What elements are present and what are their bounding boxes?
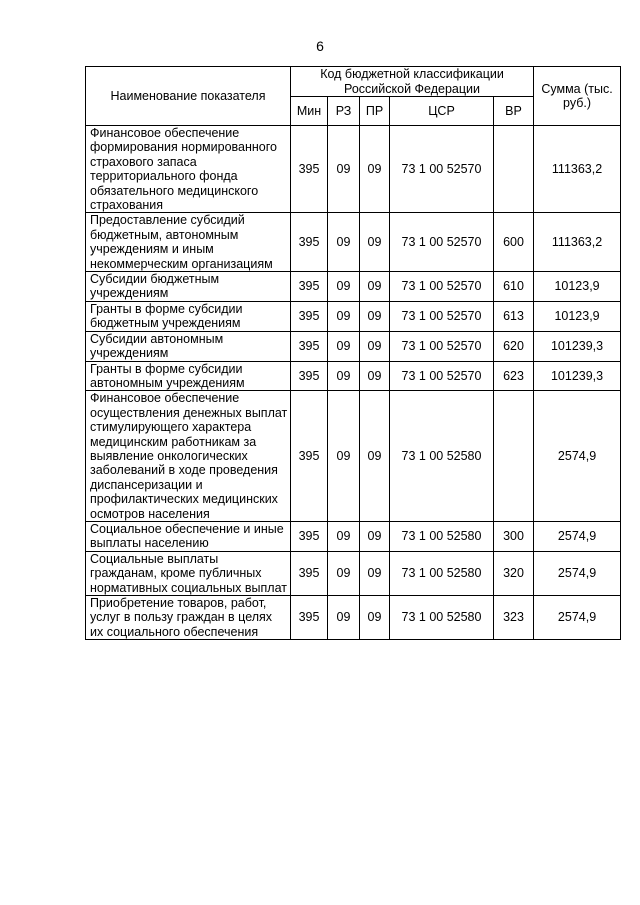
table-row bbox=[86, 391, 621, 522]
row-pr: 09 bbox=[360, 391, 390, 522]
row-min: 395 bbox=[291, 596, 328, 640]
row-min: 395 bbox=[291, 391, 328, 522]
row-pr: 09 bbox=[360, 551, 390, 595]
row-sum: 10123,9 bbox=[534, 301, 621, 331]
row-name: Финансовое обеспечение осуществления денежных выплат стимулирующего характера медицинским работникам за выявление онкологических заболеваний в ходе проведения диспансеризации и профилактических медицинских осмотров населения bbox=[86, 391, 291, 522]
page-number: 6 bbox=[316, 38, 324, 54]
row-name: Субсидии автономным учреждениям bbox=[86, 331, 291, 361]
row-csr: 73 1 00 52570 bbox=[390, 213, 494, 272]
row-vr: 610 bbox=[494, 272, 534, 302]
row-rz: 09 bbox=[328, 551, 360, 595]
table-row bbox=[86, 272, 621, 302]
row-csr: 73 1 00 52580 bbox=[390, 391, 494, 522]
table-row bbox=[86, 126, 621, 213]
row-sum: 2574,9 bbox=[534, 596, 621, 640]
table-row bbox=[86, 521, 621, 551]
row-vr: 323 bbox=[494, 596, 534, 640]
row-csr: 73 1 00 52580 bbox=[390, 596, 494, 640]
row-name: Финансовое обеспечение формирования нормированного страхового запаса территориального фонда обязательного медицинского страхования bbox=[86, 126, 291, 213]
row-vr bbox=[494, 391, 534, 522]
row-pr: 09 bbox=[360, 331, 390, 361]
row-sum: 2574,9 bbox=[534, 391, 621, 522]
table-row bbox=[86, 361, 621, 391]
row-name: Субсидии бюджетным учреждениям bbox=[86, 272, 291, 302]
row-vr: 613 bbox=[494, 301, 534, 331]
row-pr: 09 bbox=[360, 213, 390, 272]
row-min: 395 bbox=[291, 521, 328, 551]
row-vr: 620 bbox=[494, 331, 534, 361]
row-name: Гранты в форме субсидии автономным учреждениям bbox=[86, 361, 291, 391]
row-sum: 2574,9 bbox=[534, 551, 621, 595]
row-name: Приобретение товаров, работ, услуг в пользу граждан в целях их социального обеспечения bbox=[86, 596, 291, 640]
row-min: 395 bbox=[291, 126, 328, 213]
row-pr: 09 bbox=[360, 272, 390, 302]
row-sum: 101239,3 bbox=[534, 361, 621, 391]
row-rz: 09 bbox=[328, 126, 360, 213]
row-vr: 300 bbox=[494, 521, 534, 551]
row-pr: 09 bbox=[360, 126, 390, 213]
row-sum: 10123,9 bbox=[534, 272, 621, 302]
row-rz: 09 bbox=[328, 391, 360, 522]
table-row bbox=[86, 331, 621, 361]
table-row bbox=[86, 213, 621, 272]
header-sum: Сумма (тыс. руб.) bbox=[534, 67, 621, 126]
header-pr: ПР bbox=[360, 97, 390, 126]
row-csr: 73 1 00 52580 bbox=[390, 551, 494, 595]
row-sum: 111363,2 bbox=[534, 213, 621, 272]
row-csr: 73 1 00 52570 bbox=[390, 361, 494, 391]
row-rz: 09 bbox=[328, 213, 360, 272]
row-rz: 09 bbox=[328, 272, 360, 302]
row-csr: 73 1 00 52570 bbox=[390, 126, 494, 213]
header-rz: РЗ bbox=[328, 97, 360, 126]
table-row bbox=[86, 596, 621, 640]
header-vr: ВР bbox=[494, 97, 534, 126]
row-rz: 09 bbox=[328, 596, 360, 640]
row-vr: 623 bbox=[494, 361, 534, 391]
row-min: 395 bbox=[291, 272, 328, 302]
table-row bbox=[86, 551, 621, 595]
row-pr: 09 bbox=[360, 361, 390, 391]
row-csr: 73 1 00 52570 bbox=[390, 331, 494, 361]
row-min: 395 bbox=[291, 213, 328, 272]
row-name: Социальное обеспечение и иные выплаты населению bbox=[86, 521, 291, 551]
budget-table bbox=[85, 66, 621, 640]
row-pr: 09 bbox=[360, 521, 390, 551]
header-csr: ЦСР bbox=[390, 97, 494, 126]
row-vr bbox=[494, 126, 534, 213]
row-name: Гранты в форме субсидии бюджетным учреждениям bbox=[86, 301, 291, 331]
row-vr: 600 bbox=[494, 213, 534, 272]
row-csr: 73 1 00 52580 bbox=[390, 521, 494, 551]
table-row bbox=[86, 301, 621, 331]
row-sum: 111363,2 bbox=[534, 126, 621, 213]
row-sum: 2574,9 bbox=[534, 521, 621, 551]
row-pr: 09 bbox=[360, 301, 390, 331]
row-rz: 09 bbox=[328, 301, 360, 331]
row-name: Предоставление субсидий бюджетным, автономным учреждениям и иным некоммерческим организациям bbox=[86, 213, 291, 272]
row-sum: 101239,3 bbox=[534, 331, 621, 361]
header-code-group: Код бюджетной классификации Российской Федерации bbox=[291, 67, 534, 97]
header-name: Наименование показателя bbox=[86, 67, 291, 126]
row-min: 395 bbox=[291, 331, 328, 361]
row-min: 395 bbox=[291, 551, 328, 595]
row-csr: 73 1 00 52570 bbox=[390, 301, 494, 331]
row-rz: 09 bbox=[328, 361, 360, 391]
row-vr: 320 bbox=[494, 551, 534, 595]
row-min: 395 bbox=[291, 361, 328, 391]
row-name: Социальные выплаты гражданам, кроме публичных нормативных социальных выплат bbox=[86, 551, 291, 595]
header-min: Мин bbox=[291, 97, 328, 126]
row-rz: 09 bbox=[328, 331, 360, 361]
row-min: 395 bbox=[291, 301, 328, 331]
row-rz: 09 bbox=[328, 521, 360, 551]
row-csr: 73 1 00 52570 bbox=[390, 272, 494, 302]
row-pr: 09 bbox=[360, 596, 390, 640]
